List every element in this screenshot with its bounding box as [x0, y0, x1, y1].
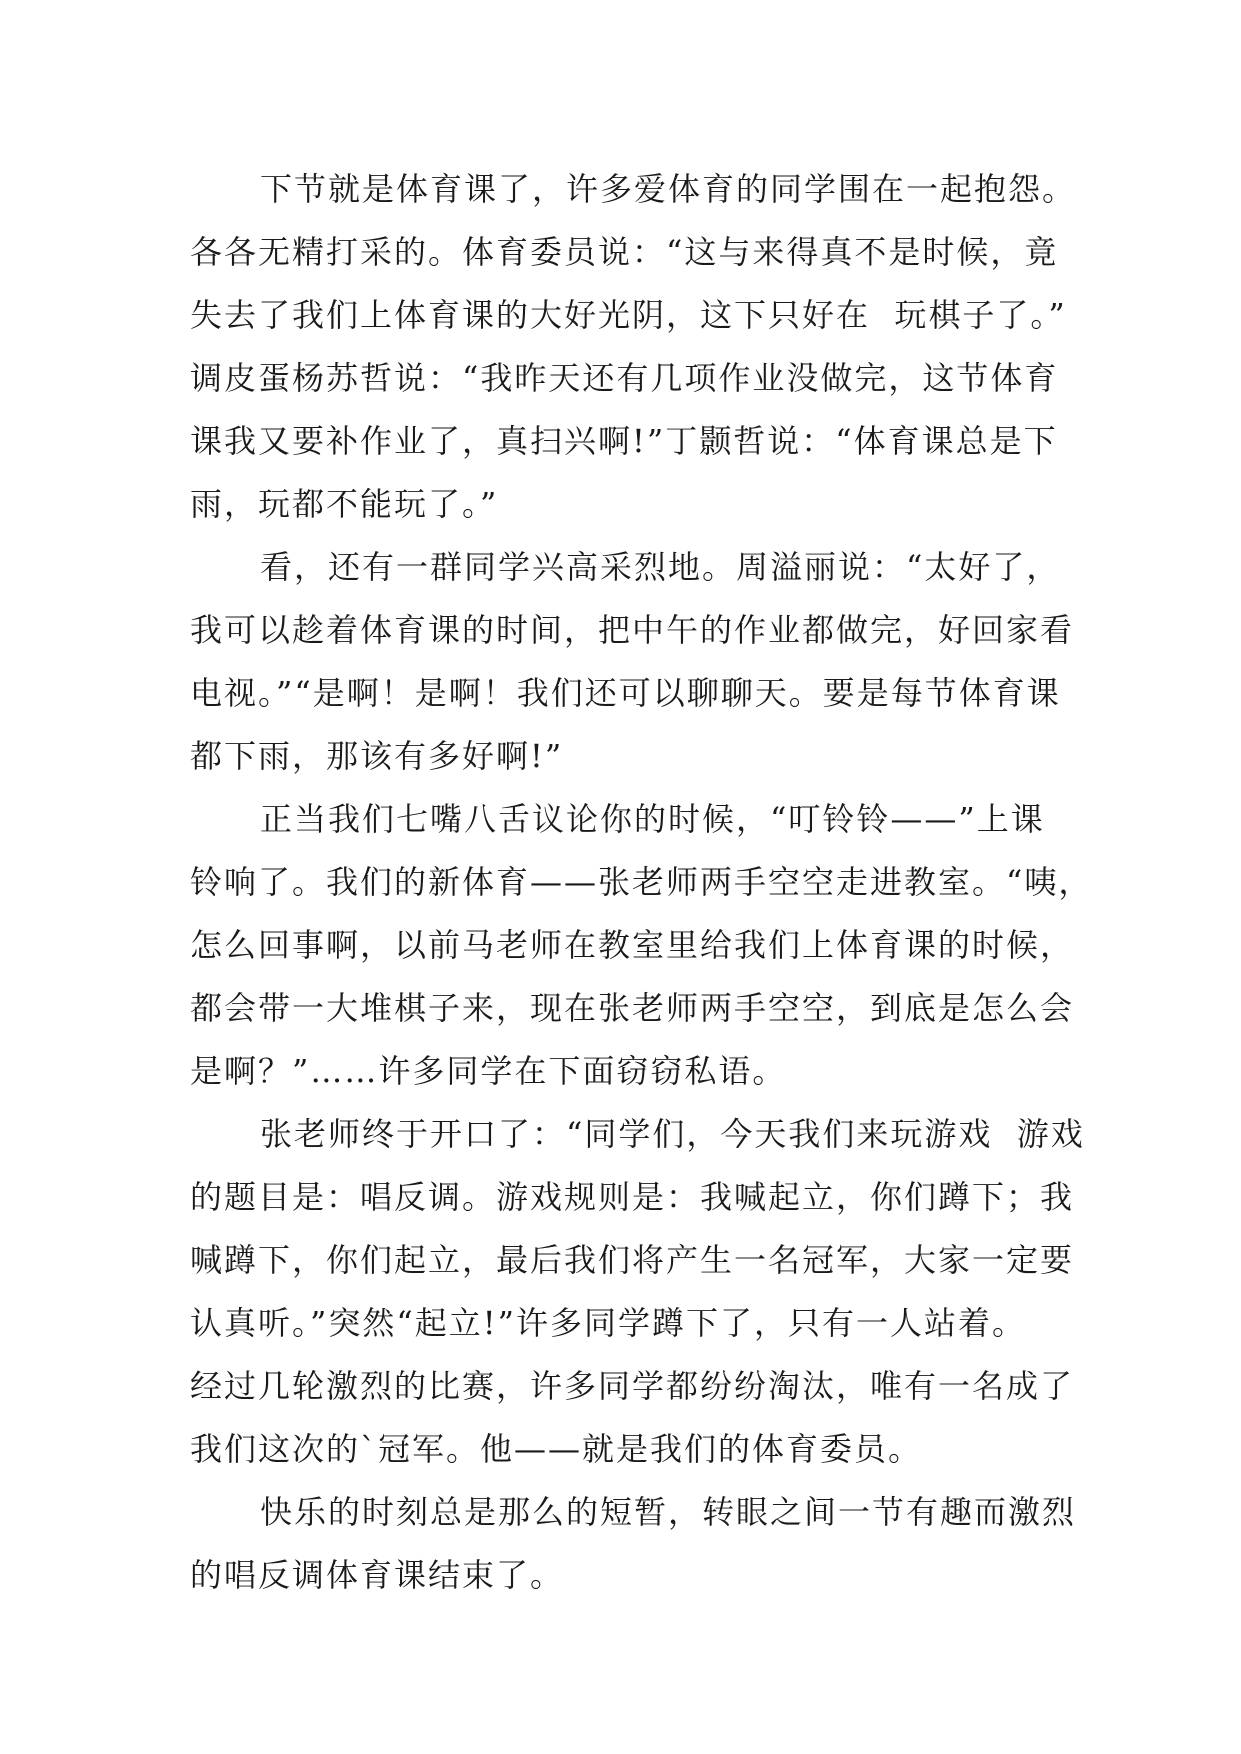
paragraph-2-line-2: 我可以趁着体育课的时间，把中午的作业都做完，好回家看	[190, 611, 1075, 649]
paragraph-1-line-4: 调皮蛋杨苏哲说：“我昨天还有几项作业没做完，这节体育	[190, 359, 1059, 397]
paragraph-1-line-2: 各各无精打采的。体育委员说：“这与来得真不是时候，竟	[190, 233, 1059, 271]
paragraph-4-line-2: 的题目是：唱反调。游戏规则是：我喊起立，你们蹲下；我	[190, 1178, 1075, 1216]
paragraph-5-line-1: 快乐的时刻总是那么的短暂，转眼之间一节有趣而激烈	[260, 1493, 1077, 1531]
paragraph-1-line-6: 雨，玩都不能玩了。”	[190, 485, 499, 523]
document-body	[190, 158, 1093, 1607]
paragraph-1-line-3: 失去了我们上体育课的大好光阴，这下只好在 玩棋子了。”	[190, 296, 1067, 334]
paragraph-1-line-1: 下节就是体育课了，许多爱体育的同学围在一起抱怨。	[260, 170, 1077, 208]
paragraph-2-line-3: 电视。”“是啊！是啊！我们还可以聊聊天。要是每节体育课	[190, 674, 1061, 712]
paragraph-4-line-3: 喊蹲下，你们起立，最后我们将产生一名冠军，大家一定要	[190, 1241, 1075, 1279]
paragraph-5-line-2: 的唱反调体育课结束了。	[190, 1556, 565, 1594]
paragraph-4-line-6: 我们这次的`冠军。他——就是我们的体育委员。	[190, 1430, 923, 1468]
paragraph-3-line-5: 是啊？”……许多同学在下面窃窃私语。	[190, 1052, 787, 1090]
paragraph-3-line-4: 都会带一大堆棋子来，现在张老师两手空空，到底是怎么会	[190, 989, 1075, 1027]
paragraph-4-line-4: 认真听。”突然“起立!”许多同学蹲下了，只有一人站着。	[190, 1304, 1026, 1342]
paragraph-4-line-1: 张老师终于开口了：“同学们，今天我们来玩游戏 游戏	[260, 1115, 1085, 1153]
paragraph-3-line-3: 怎么回事啊，以前马老师在教室里给我们上体育课的时候，	[190, 926, 1075, 964]
paragraph-2-line-1: 看，还有一群同学兴高采烈地。周溢丽说：“太好了，	[260, 548, 1061, 586]
paragraph-2-line-4: 都下雨，那该有多好啊!”	[190, 737, 564, 775]
paragraph-3-line-1: 正当我们七嘴八舌议论你的时候，“叮铃铃——”上课	[260, 800, 1045, 838]
paragraph-4-line-5: 经过几轮激烈的比赛，许多同学都纷纷淘汰，唯有一名成了	[190, 1367, 1075, 1405]
paragraph-1-line-5: 课我又要补作业了，真扫兴啊!”丁颢哲说：“体育课总是下	[190, 422, 1058, 460]
paragraph-3-line-2: 铃响了。我们的新体育——张老师两手空空走进教室。“咦，	[190, 863, 1093, 901]
